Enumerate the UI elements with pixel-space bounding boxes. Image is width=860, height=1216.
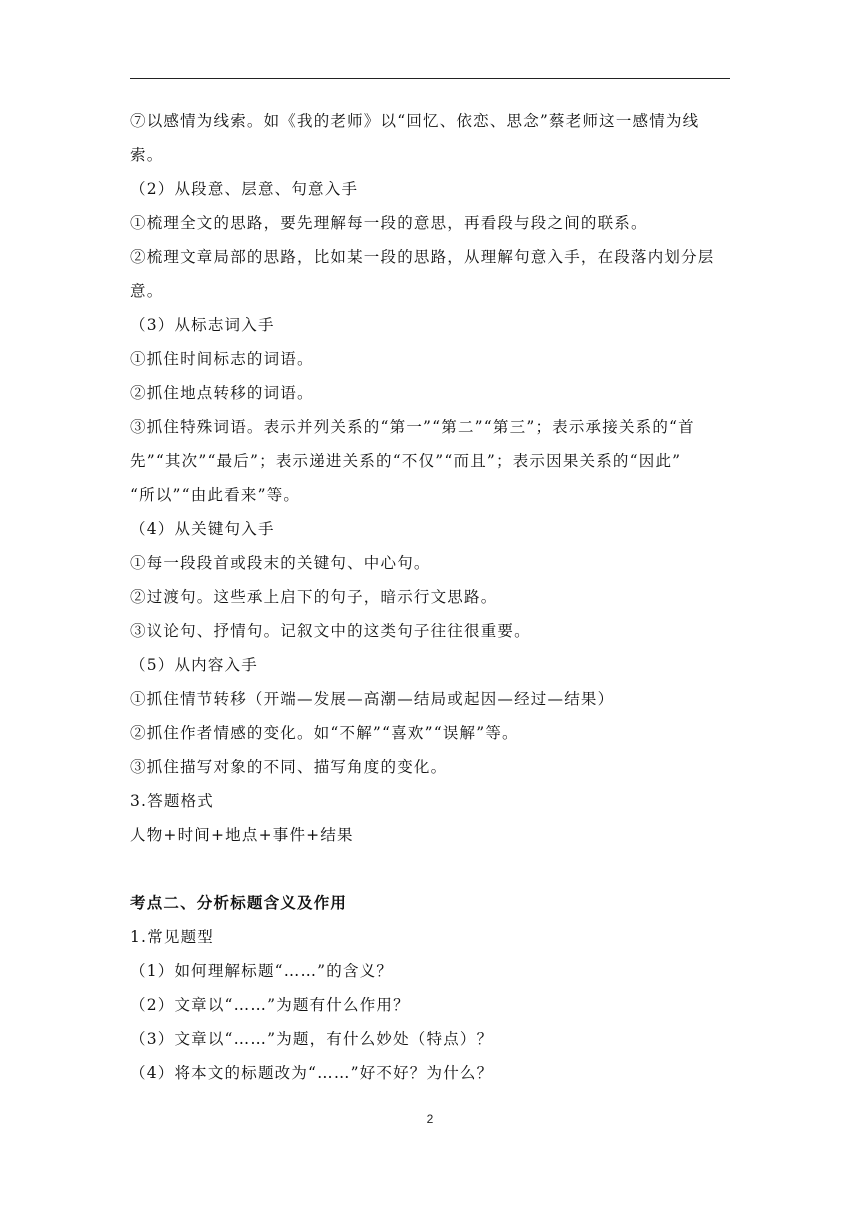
document-body: [130, 104, 730, 1090]
header-rule: [130, 78, 730, 79]
subheading: （4）从关键句入手: [130, 520, 275, 538]
subheading: （3）从标志词入手: [130, 316, 275, 334]
text-line: ②过渡句。这些承上启下的句子，暗示行文思路。: [130, 588, 498, 606]
section-heading: 考点二、分析标题含义及作用: [130, 893, 348, 912]
text-line: ②抓住地点转移的词语。: [130, 384, 314, 402]
text-line: ⑦以感情为线索。如《我的老师》以“回忆、依恋、思念”蔡老师这一感情为线: [130, 112, 700, 130]
subheading: 3.答题格式: [130, 792, 214, 810]
page-number: 2: [426, 1112, 434, 1126]
text-line: ①抓住时间标志的词语。: [130, 350, 314, 368]
text-line: 意。: [130, 282, 164, 300]
question-line: （1）如何理解标题“……”的含义？: [130, 962, 394, 980]
subheading: （2）从段意、层意、句意入手: [130, 180, 359, 198]
text-line: 人物+时间+地点+事件+结果: [130, 826, 354, 844]
subheading: 1.常见题型: [130, 928, 214, 946]
text-line: ①抓住情节转移（开端—发展—高潮—结局或起因—经过—结果）: [130, 690, 615, 708]
text-line: ③议论句、抒情句。记叙文中的这类句子往往很重要。: [130, 622, 531, 640]
text-line: ①每一段段首或段末的关键句、中心句。: [130, 554, 431, 572]
question-line: （2）文章以“……”为题有什么作用？: [130, 996, 410, 1014]
text-line: ③抓住描写对象的不同、描写角度的变化。: [130, 758, 448, 776]
text-line: ③抓住特殊词语。表示并列关系的“第一”“第二”“第三”；表示承接关系的“首: [130, 418, 695, 436]
question-line: （3）文章以“……”为题，有什么妙处（特点）？: [130, 1030, 494, 1048]
text-line: 索。: [130, 146, 164, 164]
spacer: [130, 852, 730, 886]
text-line: ②梳理文章局部的思路，比如某一段的思路，从理解句意入手，在段落内划分层: [130, 248, 715, 266]
question-line: （4）将本文的标题改为“……”好不好？为什么？: [130, 1064, 494, 1082]
text-line: ①梳理全文的思路，要先理解每一段的意思，再看段与段之间的联系。: [130, 214, 648, 232]
text-line: ②抓住作者情感的变化。如“不解”“喜欢”“误解”等。: [130, 724, 519, 742]
text-line: “所以”“由此看来”等。: [130, 486, 301, 504]
subheading: （5）从内容入手: [130, 656, 258, 674]
text-line: 先”“其次”“最后”；表示递进关系的“不仅”“而且”；表示因果关系的“因此”: [130, 452, 682, 470]
